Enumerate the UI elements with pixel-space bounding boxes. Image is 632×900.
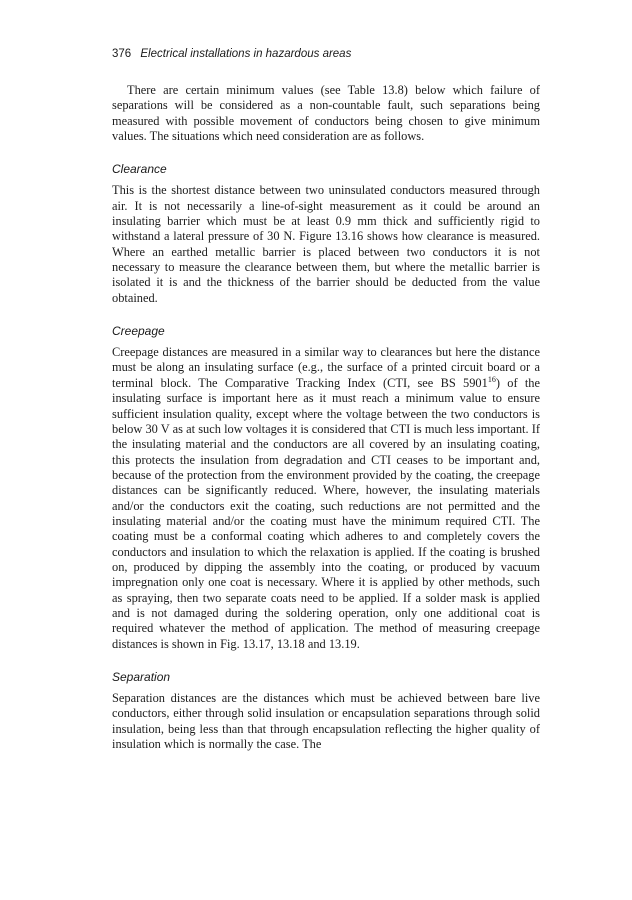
creepage-text-part-2: ) of the insulating surface is important here as it must reach a minimum value to ensure sufficient insulation quality, except where the voltage between the two conductors is below 30 V as at such low voltages it is considered that CTI is much less important. If the insulating material and the conductors are all covered by an insulating coating, this protects the insulation from degradation and CTI ceases to be important and, because of the protection from the environment provided by the coating, the creepage distances can be significantly reduced. Where, however, the insulating materials and/or the conductors exit the coating, such reductions are not permitted and the insulating material and/or the coating must have the minimum required CTI. The coating must be a conformal coating which adheres to and completely covers the conductors and insulation to which the relaxation is applied. If the coating is brushed on, produced by dipping the assembly into the coating, or produced by vacuum impregnation only one coat is necessary. Where it is applied by other methods, such as spraying, then two separate coats need to be applied. If a solder mask is applied and is not damaged during the soldering operation, only one additional coat is required whatever the method of application. The method of measuring creepage distances is shown in Fig. 13.17, 13.18 and 13.19. [112,375,541,651]
body-text [112,83,540,752]
separation-paragraph: Separation distances are the distances which must be achieved between bare live conductors, either through solid insulation or encapsulation separations through solid insulation, being less than that through encapsulation reflecting the higher quality of insulation which is normally the case. The [112,691,540,752]
clearance-paragraph: This is the shortest distance between two uninsulated conductors measured through air. It is not necessarily a line-of-sight measurement as it could be around an insulating barrier which must be at least 0.9 mm thick and sufficiently rigid to withstand a lateral pressure of 30 N. Figure 13.16 shows how clearance is measured. Where an earthed metallic barrier is placed between two conductors it is not necessary to measure the clearance between them, but where the metallic barrier is isolated it is and the thickness of the barrier should be deducted from the value obtained. [112,183,540,305]
running-title: Electrical installations in hazardous areas [140,48,352,60]
creepage-paragraph [112,345,540,652]
page-number: 376 [112,48,132,60]
creepage-heading: Creepage [112,324,165,339]
reference-superscript: 16 [487,374,496,384]
clearance-heading: Clearance [112,162,167,177]
running-header [112,48,351,60]
intro-paragraph: There are certain minimum values (see Table 13.8) below which failure of separations will be considered as a non-countable fault, such separations being measured with possible movement of conductors being chosen to give minimum values. The situations which need consideration are as follows. [112,83,540,144]
creepage-text-part-1: Creepage distances are measured in a similar way to clearances but here the distance must be along an insulating surface (e.g., the surface of a printed circuit board or a terminal block. The Comparative Tracking Index (CTI, see BS 5901 [112,345,540,390]
separation-heading: Separation [112,670,171,684]
